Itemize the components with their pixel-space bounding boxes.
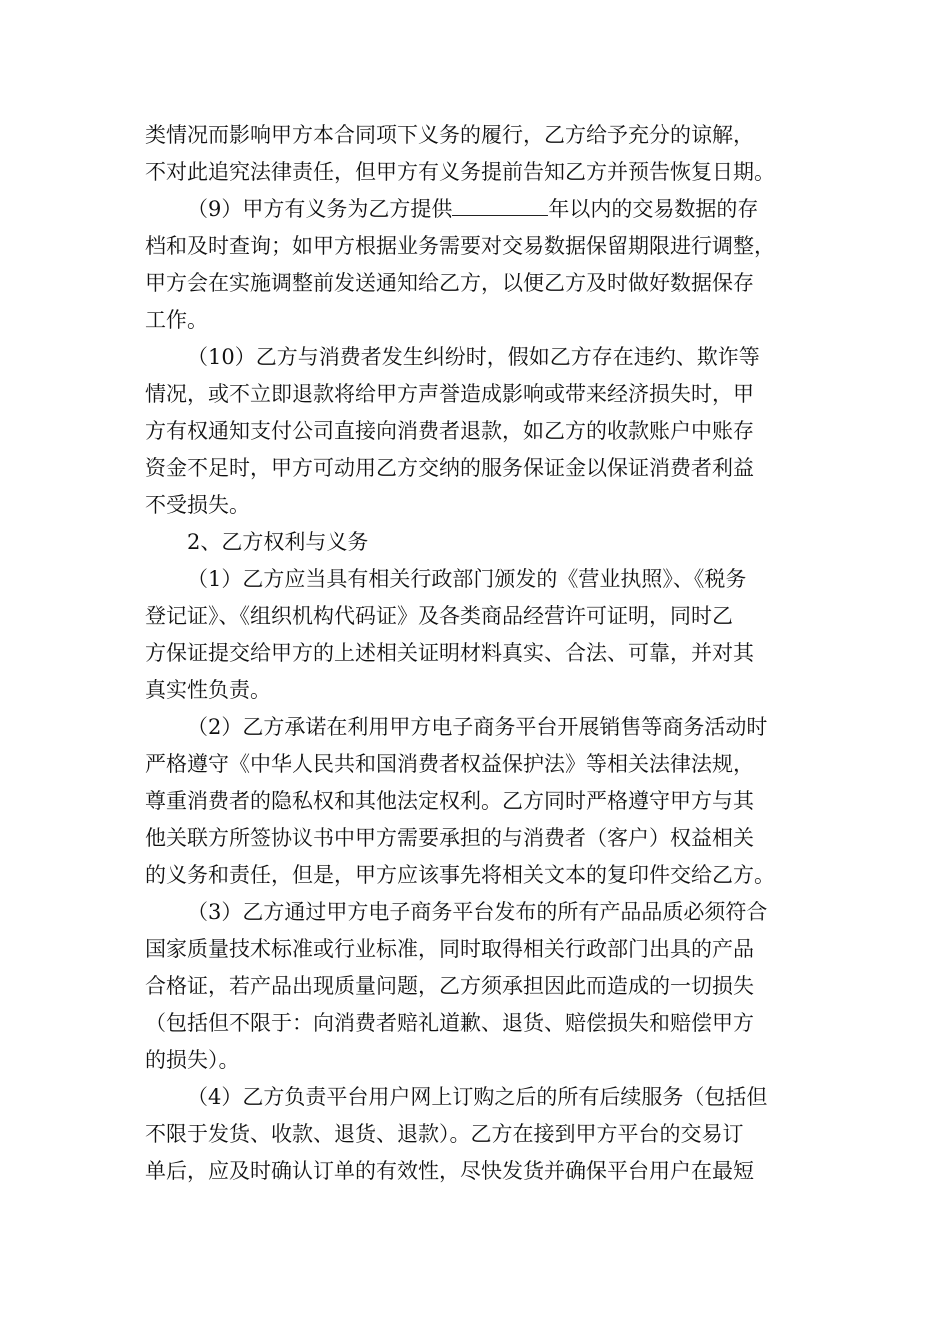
- section-heading: [145, 524, 810, 561]
- text-line: 不对此追究法律责任，但甲方有义务提前告知乙方并预告恢复日期。: [145, 160, 775, 184]
- paragraph-force-majeure-continued: [145, 117, 810, 191]
- text-line: 档和及时查询；如甲方根据业务需要对交易数据保留期限进行调整，: [145, 234, 775, 258]
- paragraph-clause-3: [145, 894, 810, 1079]
- paragraph-clause-10: [145, 339, 810, 524]
- paragraph-clause-2: [145, 709, 810, 894]
- fill-in-blank: [452, 197, 548, 216]
- text-line: 情况，或不立即退款将给甲方声誉造成影响或带来经济损失时，甲: [145, 382, 754, 406]
- text-line: 他关联方所签协议书中甲方需要承担的与消费者（客户）权益相关: [145, 826, 754, 850]
- text-line: 不受损失。: [145, 493, 250, 517]
- heading-line: 2、乙方权利与义务: [187, 530, 369, 554]
- text-line: 尊重消费者的隐私权和其他法定权利。乙方同时严格遵守甲方与其: [145, 789, 754, 813]
- text-line: 合格证，若产品出现质量问题，乙方须承担因此而造成的一切损失: [145, 974, 754, 998]
- text-line: 类情况而影响甲方本合同项下义务的履行，乙方给予充分的谅解，: [145, 123, 754, 147]
- text-line: 的义务和责任，但是，甲方应该事先将相关文本的复印件交给乙方。: [145, 863, 775, 887]
- text-line: （1）乙方应当具有相关行政部门颁发的《营业执照》、《税务: [187, 567, 747, 591]
- text-line: 工作。: [145, 308, 208, 332]
- document-body: [145, 117, 810, 1190]
- text-line: （包括但不限于：向消费者赔礼道歉、退货、赔偿损失和赔偿甲方: [145, 1011, 754, 1035]
- text-line: （3）乙方通过甲方电子商务平台发布的所有产品品质必须符合: [187, 900, 768, 924]
- text-line: 的损失）。: [145, 1048, 240, 1072]
- text-line: 严格遵守《中华人民共和国消费者权益保护法》等相关法律法规，: [145, 752, 754, 776]
- paragraph-clause-4: [145, 1079, 810, 1190]
- text-line: 登记证》、《组织机构代码证》及各类商品经营许可证明，同时乙: [145, 604, 733, 628]
- text-line: 真实性负责。: [145, 678, 271, 702]
- clause-9-text-start: （9）甲方有义务为乙方提供: [187, 197, 453, 221]
- text-line: 方有权通知支付公司直接向消费者退款，如乙方的收款账户中账存: [145, 419, 754, 443]
- text-line: （2）乙方承诺在利用甲方电子商务平台开展销售等商务活动时: [187, 715, 768, 739]
- text-line: 单后，应及时确认订单的有效性，尽快发货并确保平台用户在最短: [145, 1159, 754, 1183]
- text-line: [145, 191, 810, 228]
- text-line: 资金不足时，甲方可动用乙方交纳的服务保证金以保证消费者利益: [145, 456, 754, 480]
- text-line: 甲方会在实施调整前发送通知给乙方，以便乙方及时做好数据保存: [145, 271, 754, 295]
- text-line: 国家质量技术标准或行业标准，同时取得相关行政部门出具的产品: [145, 937, 754, 961]
- text-line: （4）乙方负责平台用户网上订购之后的所有后续服务（包括但: [187, 1085, 768, 1109]
- text-line: （10）乙方与消费者发生纠纷时，假如乙方存在违约、欺诈等: [187, 345, 760, 369]
- text-line: 不限于发货、收款、退货、退款）。乙方在接到甲方平台的交易订: [145, 1122, 744, 1146]
- paragraph-clause-1: [145, 561, 810, 709]
- clause-9-text-end: 年以内的交易数据的存: [548, 197, 759, 221]
- paragraph-clause-9: [145, 191, 810, 339]
- text-line: 方保证提交给甲方的上述相关证明材料真实、合法、可靠，并对其: [145, 641, 754, 665]
